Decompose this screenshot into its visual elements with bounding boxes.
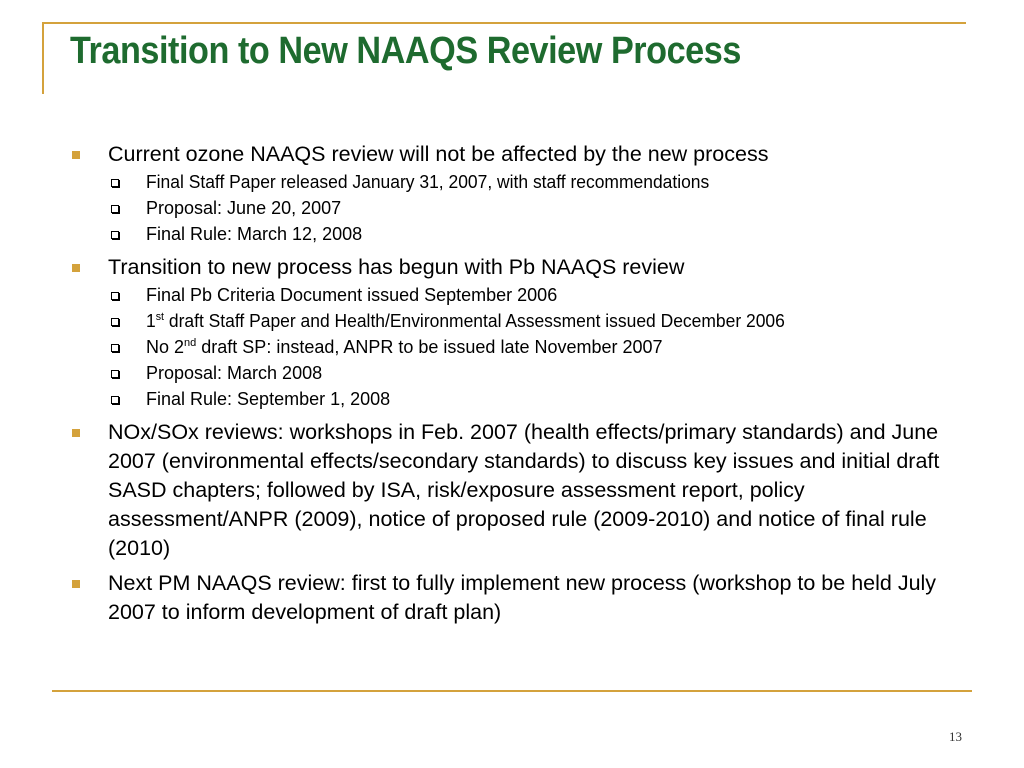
page-number: 13 bbox=[949, 729, 962, 744]
bullet-text: NOx/SOx reviews: workshops in Feb. 2007 (health effects/primary standards) and June 2007 (environmental effects/secondary standards) to discuss key issues and initial draft SASD chapters; followed by ISA, risk/exposure assessment report, policy assessment/ANPR (2009), notice of proposed rule (2009-2010) and notice of final rule (2010) bbox=[108, 420, 940, 560]
bullet-text: Current ozone NAAQS review will not be affected by the new process bbox=[108, 142, 769, 166]
sub-bullet-item bbox=[108, 169, 952, 195]
sub-bullet-item bbox=[108, 195, 952, 221]
bullet-list bbox=[72, 140, 952, 633]
square-bullet-icon bbox=[72, 429, 80, 437]
hollow-square-bullet-icon bbox=[111, 179, 119, 187]
bullet-item-pm bbox=[72, 569, 952, 627]
bullet-item-ozone bbox=[72, 140, 952, 247]
sub-bullet-text: Final Pb Criteria Document issued September 2006 bbox=[146, 285, 558, 305]
sub-bullet-text: No 2nd draft SP: instead, ANPR to be issued late November 2007 bbox=[146, 337, 663, 357]
hollow-square-bullet-icon bbox=[111, 318, 119, 326]
sub-bullet-text: Final Rule: March 12, 2008 bbox=[146, 224, 363, 244]
bullet-item-nox-sox bbox=[72, 418, 952, 563]
hollow-square-bullet-icon bbox=[111, 292, 119, 300]
hollow-square-bullet-icon bbox=[111, 205, 119, 213]
bullet-item-pb bbox=[72, 253, 952, 412]
sub-bullet-item bbox=[108, 386, 952, 412]
slide-title: Transition to New NAAQS Review Process bbox=[70, 30, 741, 72]
sub-bullet-text: Final Staff Paper released January 31, 2007, with staff recommendations bbox=[146, 172, 710, 192]
square-bullet-icon bbox=[72, 151, 80, 159]
sub-bullet-text: Proposal: June 20, 2007 bbox=[146, 198, 342, 218]
sub-bullet-item bbox=[108, 360, 952, 386]
square-bullet-icon bbox=[72, 580, 80, 588]
bullet-text: Transition to new process has begun with Pb NAAQS review bbox=[108, 255, 685, 279]
sub-bullet-item bbox=[108, 334, 952, 360]
sub-bullet-item bbox=[108, 308, 952, 334]
sub-bullet-text: Proposal: March 2008 bbox=[146, 363, 323, 383]
hollow-square-bullet-icon bbox=[111, 370, 119, 378]
sub-bullet-item bbox=[108, 282, 952, 308]
bullet-text: Next PM NAAQS review: first to fully implement new process (workshop to be held July 2007 to inform development of draft plan) bbox=[108, 571, 937, 624]
square-bullet-icon bbox=[72, 264, 80, 272]
sub-bullet-text: 1st draft Staff Paper and Health/Environmental Assessment issued December 2006 bbox=[146, 311, 785, 331]
footer-divider-line bbox=[52, 690, 972, 692]
sub-bullet-text: Final Rule: September 1, 2008 bbox=[146, 389, 391, 409]
hollow-square-bullet-icon bbox=[111, 231, 119, 239]
title-frame-top-line bbox=[42, 22, 966, 24]
hollow-square-bullet-icon bbox=[111, 396, 119, 404]
title-frame-left-line bbox=[42, 22, 44, 94]
hollow-square-bullet-icon bbox=[111, 344, 119, 352]
sub-bullet-item bbox=[108, 221, 952, 247]
